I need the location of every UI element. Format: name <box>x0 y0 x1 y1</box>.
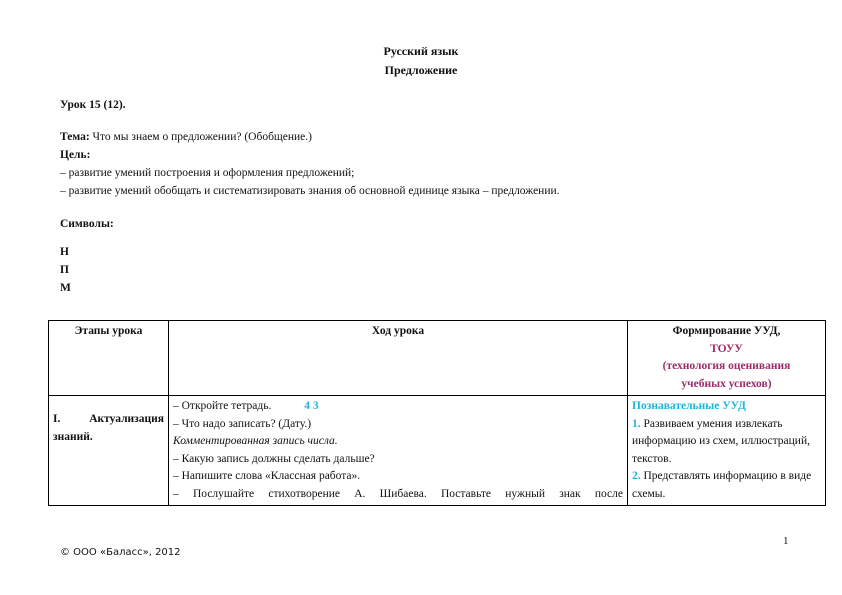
theme-text: Что мы знаем о предложении? (Обобщение.) <box>89 131 312 143</box>
course-text: – Откройте тетрадь. <box>173 400 272 412</box>
header-uud <box>628 321 826 396</box>
uud-title: Формирование УУД, <box>672 325 781 337</box>
symbol-item: Н <box>60 246 69 258</box>
uud-heading: Познавательные УУД <box>632 400 746 412</box>
touu-desc: учебных успехов) <box>681 377 772 390</box>
touu-label: ТОУУ <box>710 342 743 355</box>
course-line: Комментированная запись числа. <box>173 435 338 447</box>
header-course: Ход урока <box>169 321 628 396</box>
touu-desc: (технология оценивания <box>662 360 791 372</box>
uud-item-text: Представлять информацию в виде схемы. <box>632 470 812 500</box>
table-header-row <box>49 321 826 396</box>
header-stage: Этапы урока <box>49 321 169 396</box>
course-cell <box>169 396 628 506</box>
date-numbers: 4 3 <box>304 400 319 412</box>
topic-title: Предложение <box>384 63 458 77</box>
subject-title: Русский язык <box>383 44 459 58</box>
symbols-label: Символы: <box>60 218 114 230</box>
course-line: – Что надо записать? (Дату.) <box>173 417 312 430</box>
stage-cell: I. Актуализация знаний. <box>49 396 169 506</box>
course-line: – Напишите слова «Классная работа». <box>173 470 361 482</box>
table-row <box>49 396 826 506</box>
theme-label: Тема: <box>60 131 90 143</box>
page-number: 1 <box>783 535 789 547</box>
course-line: – Послушайте стихотворение А. Шибаева. Поставьте нужный знак после <box>173 487 623 500</box>
goal-item: – развитие умений построения и оформления предложений; <box>60 167 355 179</box>
uud-item-text: Развиваем умения извлекать информацию из схем, иллюстраций, текстов. <box>632 417 810 465</box>
theme-line <box>60 131 312 143</box>
course-line: – Какую запись должны сделать дальше? <box>173 452 375 465</box>
course-line <box>173 398 623 416</box>
uud-item <box>632 468 821 503</box>
uud-item-number: 2. <box>632 470 641 482</box>
uud-item <box>632 416 821 469</box>
uud-item-number: 1. <box>632 417 641 430</box>
lesson-number: Урок 15 (12). <box>60 99 126 111</box>
lesson-table <box>48 320 826 506</box>
symbol-item: П <box>60 264 69 276</box>
uud-cell <box>628 396 826 506</box>
goal-item: – развитие умений обобщать и систематизировать знания об основной единице языка – предложении. <box>60 185 560 197</box>
copyright: © ООО «Баласс», 2012 <box>60 547 181 558</box>
goal-label: Цель: <box>60 149 91 161</box>
symbol-item: М <box>60 282 71 294</box>
